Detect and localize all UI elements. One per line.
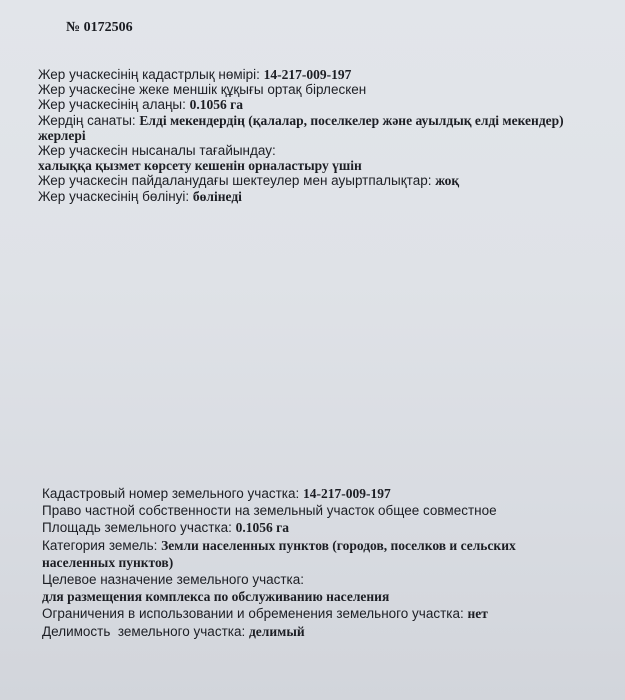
kz-cadastral-label: Жер учаскесінің кадастрлық нөмірі:	[38, 67, 264, 82]
russian-section	[42, 485, 602, 640]
kz-divisibility-label: Жер учаскесінің бөлінуі:	[38, 188, 193, 204]
ru-area-value: 0.1056 га	[235, 520, 289, 536]
kz-purpose-label: Жер учаскесін нысаналы тағайындау:	[38, 143, 276, 159]
kz-ownership-row	[38, 82, 618, 97]
ru-divisibility-row	[42, 623, 602, 640]
ru-cadastral-label: Кадастровый номер земельного участка:	[42, 486, 303, 501]
ru-divisibility-label: Делимость земельного участка:	[42, 623, 249, 639]
ru-category-row	[42, 537, 562, 571]
ru-category-label: Категория земель:	[42, 537, 162, 553]
kz-area-label: Жер учаскесінің алаңы:	[38, 97, 190, 113]
kz-divisibility-value: бөлінеді	[192, 188, 242, 204]
ru-area-label: Площадь земельного участка:	[42, 520, 236, 536]
ru-divisibility-value: делимый	[248, 623, 305, 639]
kz-category-label: Жердің санаты:	[38, 112, 140, 128]
kazakh-section	[38, 67, 618, 204]
kz-restrictions-row	[38, 173, 618, 188]
ru-restrictions-label: Ограничения в использовании и обременения земельного участка:	[42, 606, 468, 622]
kz-purpose-value: халыққа қызмет көрсету кешенін орналастыру үшін	[38, 158, 362, 174]
kz-category-value: Елді мекендердің (қалалар, поселкелер және ауылдық елді мекендер) жерлері	[38, 112, 564, 143]
kz-purpose-row	[38, 143, 618, 173]
ru-cadastral-value: 14-217-009-197	[302, 486, 391, 501]
ru-cadastral-row	[42, 485, 602, 502]
kz-restrictions-label: Жер учаскесін пайдаланудағы шектеулер мен ауыртпалықтар:	[38, 173, 436, 189]
document-number: № 0172506	[66, 20, 133, 35]
ru-restrictions-row	[42, 605, 602, 622]
ru-ownership-text: Право частной собственности на земельный участок общее совместное	[42, 503, 497, 519]
kz-ownership-text: Жер учаскесіне жеке меншік құқығы ортақ бірлескен	[38, 82, 367, 98]
ru-category-value: Земли населенных пунктов (городов, поселков и сельских населенных пунктов)	[42, 537, 516, 570]
ru-purpose-value: для размещения комплекса по обслуживанию населения	[42, 589, 390, 605]
ru-ownership-row	[42, 502, 602, 519]
ru-area-row	[42, 519, 602, 536]
kz-cadastral-row	[38, 67, 618, 82]
kz-divisibility-row	[38, 189, 618, 204]
kz-restrictions-value: жоқ	[435, 173, 460, 189]
kz-area-value: 0.1056 га	[189, 97, 244, 113]
kz-category-row	[38, 113, 613, 143]
ru-restrictions-value: нет	[467, 606, 488, 622]
kz-cadastral-value: 14-217-009-197	[263, 67, 352, 82]
ru-purpose-row	[42, 571, 602, 605]
kz-area-row	[38, 97, 618, 112]
ru-purpose-label: Целевое назначение земельного участка:	[42, 572, 305, 588]
